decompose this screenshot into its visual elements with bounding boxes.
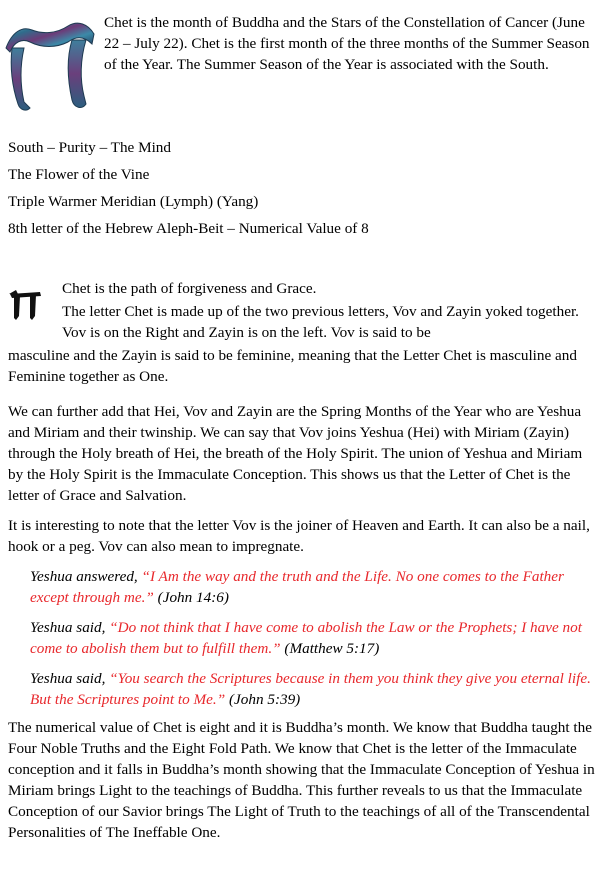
attribute-line: Triple Warmer Meridian (Lymph) (Yang)	[8, 193, 259, 210]
scripture-quote	[30, 668, 596, 710]
scripture-quote	[30, 566, 596, 608]
hei-paragraph: We can further add that Hei, Vov and Zayin are the Spring Months of the Year who are Yeshua and Miriam and their twinship. We can say that Vov joins Yeshua (Hei) with Miriam (Zayin) through the Holy breath of Hei, the breath of the Holy Spirit. The union of Yeshua and Miriam by the Holy Spirit is the Immaculate Conception. This shows us that the Letter of Chet is the letter of Grace and Salvation.	[8, 403, 583, 504]
chet-letter-icon	[8, 286, 44, 322]
chet-letter-icon	[2, 14, 98, 118]
quote-speaker: Yeshua said,	[30, 619, 110, 636]
quote-text: “I Am the way and the truth and the Life. No one comes to the Father except through me.”	[30, 568, 564, 606]
quote-reference: (John 14:6)	[153, 589, 229, 606]
quote-reference: (John 5:39)	[225, 691, 301, 708]
quote-text: “Do not think that I have come to abolish the Law or the Prophets; I have not come to abolish them but to fulfill them.”	[30, 619, 582, 657]
quote-speaker: Yeshua said,	[30, 670, 110, 687]
intro-paragraph: Chet is the month of Buddha and the Stars of the Constellation of Cancer (June 22 – July 22). Chet is the first month of the three months of the Summer Season of the Year. The Summer Season of the Year is associated with the South.	[104, 14, 590, 73]
attribute-line: South – Purity – The Mind	[8, 139, 171, 156]
attribute-line: 8th letter of the Hebrew Aleph-Beit – Numerical Value of 8	[8, 220, 369, 237]
quote-reference: (Matthew 5:17)	[280, 640, 380, 657]
scripture-quote	[30, 617, 596, 659]
path-line: Chet is the path of forgiveness and Grace.	[62, 280, 317, 297]
closing-paragraph: The numerical value of Chet is eight and it is Buddha’s month. We know that Buddha taught the Four Noble Truths and the Eight Fold Path. We know that Chet is the letter of the Immaculate conception and it falls in Buddha’s month showing that the Immaculate Conception of Yeshua in Miriam brings Light to the teachings of Buddha. This further reveals to us that the Immaculate Conception of our Savior brings The Light of Truth to the teachings of all of the Transcendental Personalities of The Ineffable One.	[8, 719, 595, 841]
quote-text: “You search the Scriptures because in them you think they give you eternal life. But the Scriptures point to Me.”	[30, 670, 591, 708]
vov-paragraph: It is interesting to note that the letter Vov is the joiner of Heaven and Earth. It can also be a nail, hook or a peg. Vov can also mean to impregnate.	[8, 517, 590, 555]
letter-paragraph-first: The letter Chet is made up of the two previous letters, Vov and Zayin yoked together. Vov is on the Right and Zayin is on the left. Vov is said to be	[62, 303, 579, 341]
quote-speaker: Yeshua answered,	[30, 568, 142, 585]
attribute-line: The Flower of the Vine	[8, 166, 150, 183]
letter-paragraph-rest: masculine and the Zayin is said to be feminine, meaning that the Letter Chet is masculine and Feminine together as One.	[8, 347, 577, 385]
